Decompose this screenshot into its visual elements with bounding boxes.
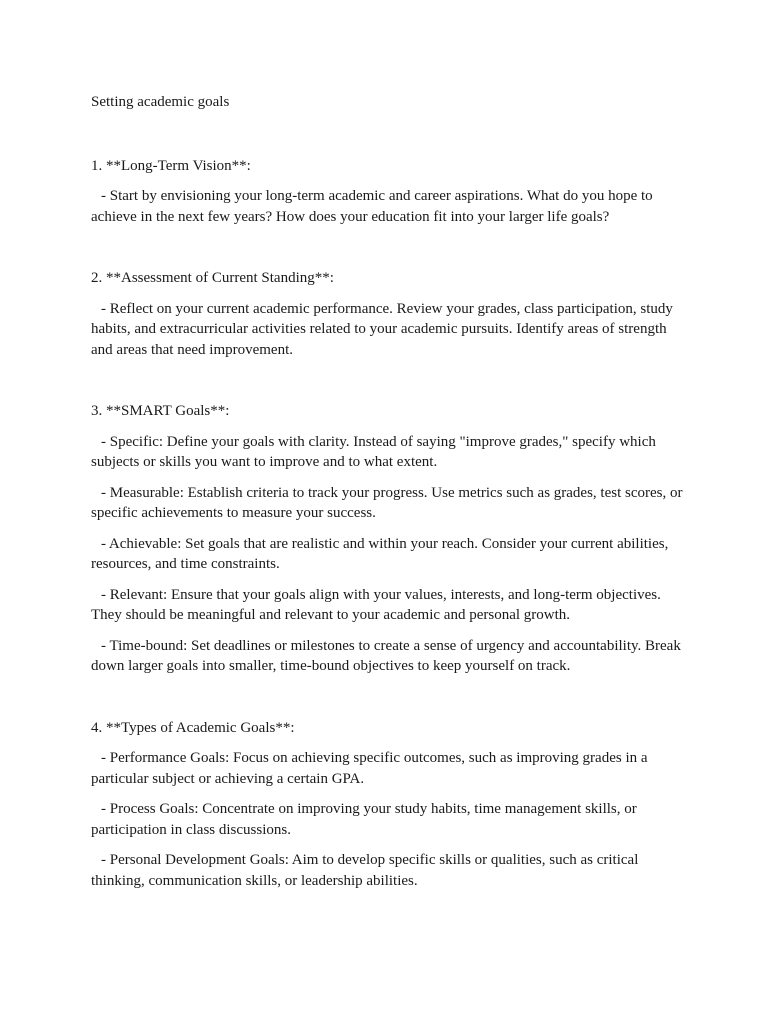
section-paragraph: - Start by envisioning your long-term academic and career aspirations. What do you hope to achieve in the next few years? How does your education fit into your larger life goals? [91,188,653,225]
section-paragraph: - Process Goals: Concentrate on improving your study habits, time management skills, or participation in class discussions. [91,801,637,838]
document-title: Setting academic goals [91,94,230,110]
section-smart-goals [91,401,688,677]
section-paragraph: - Time-bound: Set deadlines or milestones to create a sense of urgency and accountability. Break down larger goals into smaller, time-bound objectives to keep yourself on track. [91,637,681,674]
section-long-term-vision [91,156,688,228]
section-heading: 3. **SMART Goals**: [91,403,230,419]
section-paragraph: - Specific: Define your goals with clarity. Instead of saying "improve grades," specify which subjects or skills you want to improve and to what extent. [91,433,656,470]
section-paragraph: - Relevant: Ensure that your goals align with your values, interests, and long-term objectives. They should be meaningful and relevant to your academic and personal growth. [91,586,661,623]
section-heading: 4. **Types of Academic Goals**: [91,719,295,736]
section-paragraph: - Measurable: Establish criteria to track your progress. Use metrics such as grades, test scores, or specific achievements to measure your success. [91,484,683,521]
section-heading: 1. **Long-Term Vision**: [91,157,251,174]
section-paragraph: - Reflect on your current academic performance. Review your grades, class participation, study habits, and extracurricular activities related to your academic pursuits. Identify areas of strength and areas that need improvement. [91,300,673,358]
section-types-of-academic-goals [91,718,688,892]
section-paragraph: - Performance Goals: Focus on achieving specific outcomes, such as improving grades in a particular subject or achieving a certain GPA. [91,750,648,787]
section-assessment-of-current-standing [91,268,688,360]
section-paragraph: - Personal Development Goals: Aim to develop specific skills or qualities, such as critical thinking, communication skills, or leadership abilities. [91,852,639,889]
section-paragraph: - Achievable: Set goals that are realistic and within your reach. Consider your current abilities, resources, and time constraints. [91,535,669,572]
section-heading: 2. **Assessment of Current Standing**: [91,270,334,286]
